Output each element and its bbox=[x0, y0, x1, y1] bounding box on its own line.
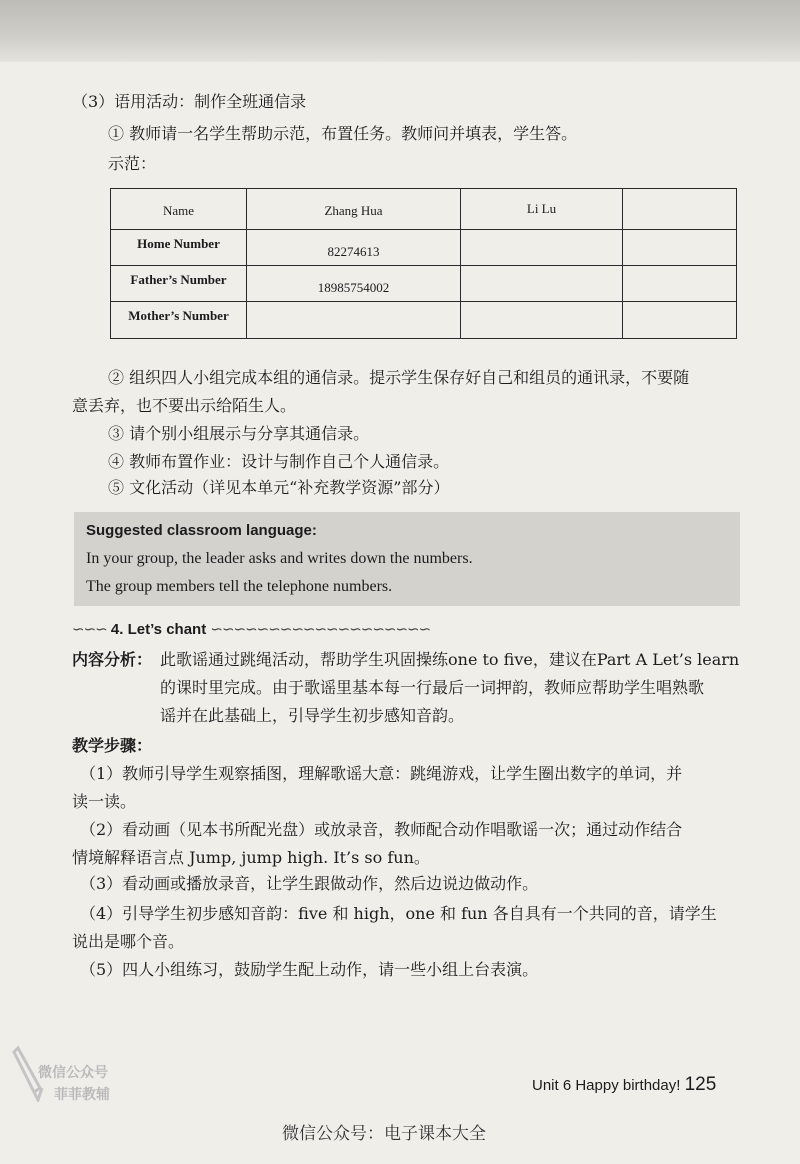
table-cell: 82274613 bbox=[247, 230, 461, 266]
step-4: ④ 教师布置作业：设计与制作自己个人通信录。 bbox=[108, 452, 450, 471]
demo-label: 示范： bbox=[108, 154, 157, 173]
analysis-label: 内容分析： bbox=[72, 650, 153, 669]
row-label-cell: Mother’s Number bbox=[111, 302, 247, 339]
analysis-line-1: 此歌谣通过跳绳活动，帮助学生巩固操练one to five，建议在Part A Let’s learn bbox=[160, 650, 740, 669]
table-cell bbox=[247, 302, 461, 339]
suggested-language-title: Suggested classroom language: bbox=[86, 522, 317, 539]
chant-step-1-line2: 读一读。 bbox=[72, 792, 137, 811]
steps-label: 教学步骤： bbox=[72, 736, 153, 755]
table-header-cell: Zhang Hua bbox=[247, 189, 461, 230]
watermark-bottom: 微信公众号：电子课本大全 bbox=[282, 1124, 486, 1144]
table-cell bbox=[623, 302, 737, 339]
table-cell bbox=[461, 302, 623, 339]
page-top-shadow bbox=[0, 0, 800, 62]
table-header-cell bbox=[623, 189, 737, 230]
analysis-line-3: 谣并在此基础上，引导学生初步感知音韵。 bbox=[160, 706, 465, 725]
analysis-line-2: 的课时里完成。由于歌谣里基本每一行最后一词押韵，教师应帮助学生唱熟歌 bbox=[160, 678, 705, 697]
table-cell bbox=[461, 230, 623, 266]
watermark-left-line1: 微信公众号 bbox=[38, 1065, 108, 1081]
wave-ornament-right: ∽∽∽∽∽∽∽∽∽∽∽∽∽∽∽∽∽∽∽ bbox=[210, 621, 431, 638]
contact-table bbox=[110, 188, 737, 339]
step-5: ⑤ 文化活动（详见本单元“补充教学资源”部分） bbox=[108, 478, 450, 497]
table-header-cell: Name bbox=[111, 189, 247, 230]
table-cell bbox=[623, 230, 737, 266]
unit-title: Unit 6 Happy birthday! bbox=[532, 1077, 681, 1094]
step-2-line1: ② 组织四人小组完成本组的通信录。提示学生保存好自己和组员的通讯录，不要随 bbox=[108, 368, 690, 387]
step-1: ① 教师请一名学生帮助示范，布置任务。教师问并填表，学生答。 bbox=[108, 124, 578, 143]
row-label-cell: Father’s Number bbox=[111, 266, 247, 302]
table-row bbox=[111, 230, 737, 266]
chant-heading bbox=[72, 620, 430, 638]
running-footer bbox=[532, 1074, 716, 1096]
table-row bbox=[111, 302, 737, 339]
chant-step-2-line2: 情境解释语言点 Jump, jump high. It’s so fun。 bbox=[72, 848, 430, 867]
chant-step-1-line1: （1）教师引导学生观察插图，理解歌谣大意：跳绳游戏，让学生圈出数字的单词，并 bbox=[80, 764, 683, 783]
watermark-logo bbox=[8, 1042, 128, 1112]
table-cell: 18985754002 bbox=[247, 266, 461, 302]
section-title: （3）语用活动：制作全班通信录 bbox=[72, 92, 307, 111]
table-cell bbox=[461, 266, 623, 302]
page-number: 125 bbox=[684, 1074, 717, 1095]
chant-step-2-line1: （2）看动画（见本书所配光盘）或放录音，教师配合动作唱歌谣一次；通过动作结合 bbox=[80, 820, 683, 839]
chant-step-3: （3）看动画或播放录音，让学生跟做动作，然后边说边做动作。 bbox=[80, 874, 539, 893]
suggested-line-2: The group members tell the telephone numbers. bbox=[86, 578, 393, 595]
suggested-line-1: In your group, the leader asks and writes down the numbers. bbox=[86, 550, 473, 567]
table-cell bbox=[623, 266, 737, 302]
table-header-row bbox=[111, 189, 737, 230]
chant-step-5: （5）四人小组练习，鼓励学生配上动作，请一些小组上台表演。 bbox=[80, 960, 539, 979]
watermark-left-line2: 菲菲教辅 bbox=[54, 1087, 110, 1103]
table-header-cell: Li Lu bbox=[461, 189, 623, 230]
wave-ornament-left: ∽∽∽ bbox=[72, 621, 107, 638]
step-3: ③ 请个别小组展示与分享其通信录。 bbox=[108, 424, 370, 443]
chant-step-4-line1: （4）引导学生初步感知音韵：five 和 high，one 和 fun 各自具有一个共同的音，请学生 bbox=[80, 904, 717, 923]
chant-heading-text: 4. Let’s chant bbox=[110, 621, 207, 638]
table-row bbox=[111, 266, 737, 302]
chant-step-4-line2: 说出是哪个音。 bbox=[72, 932, 185, 951]
step-2-line2: 意丢弃，也不要出示给陌生人。 bbox=[72, 396, 297, 415]
row-label-cell: Home Number bbox=[111, 230, 247, 266]
